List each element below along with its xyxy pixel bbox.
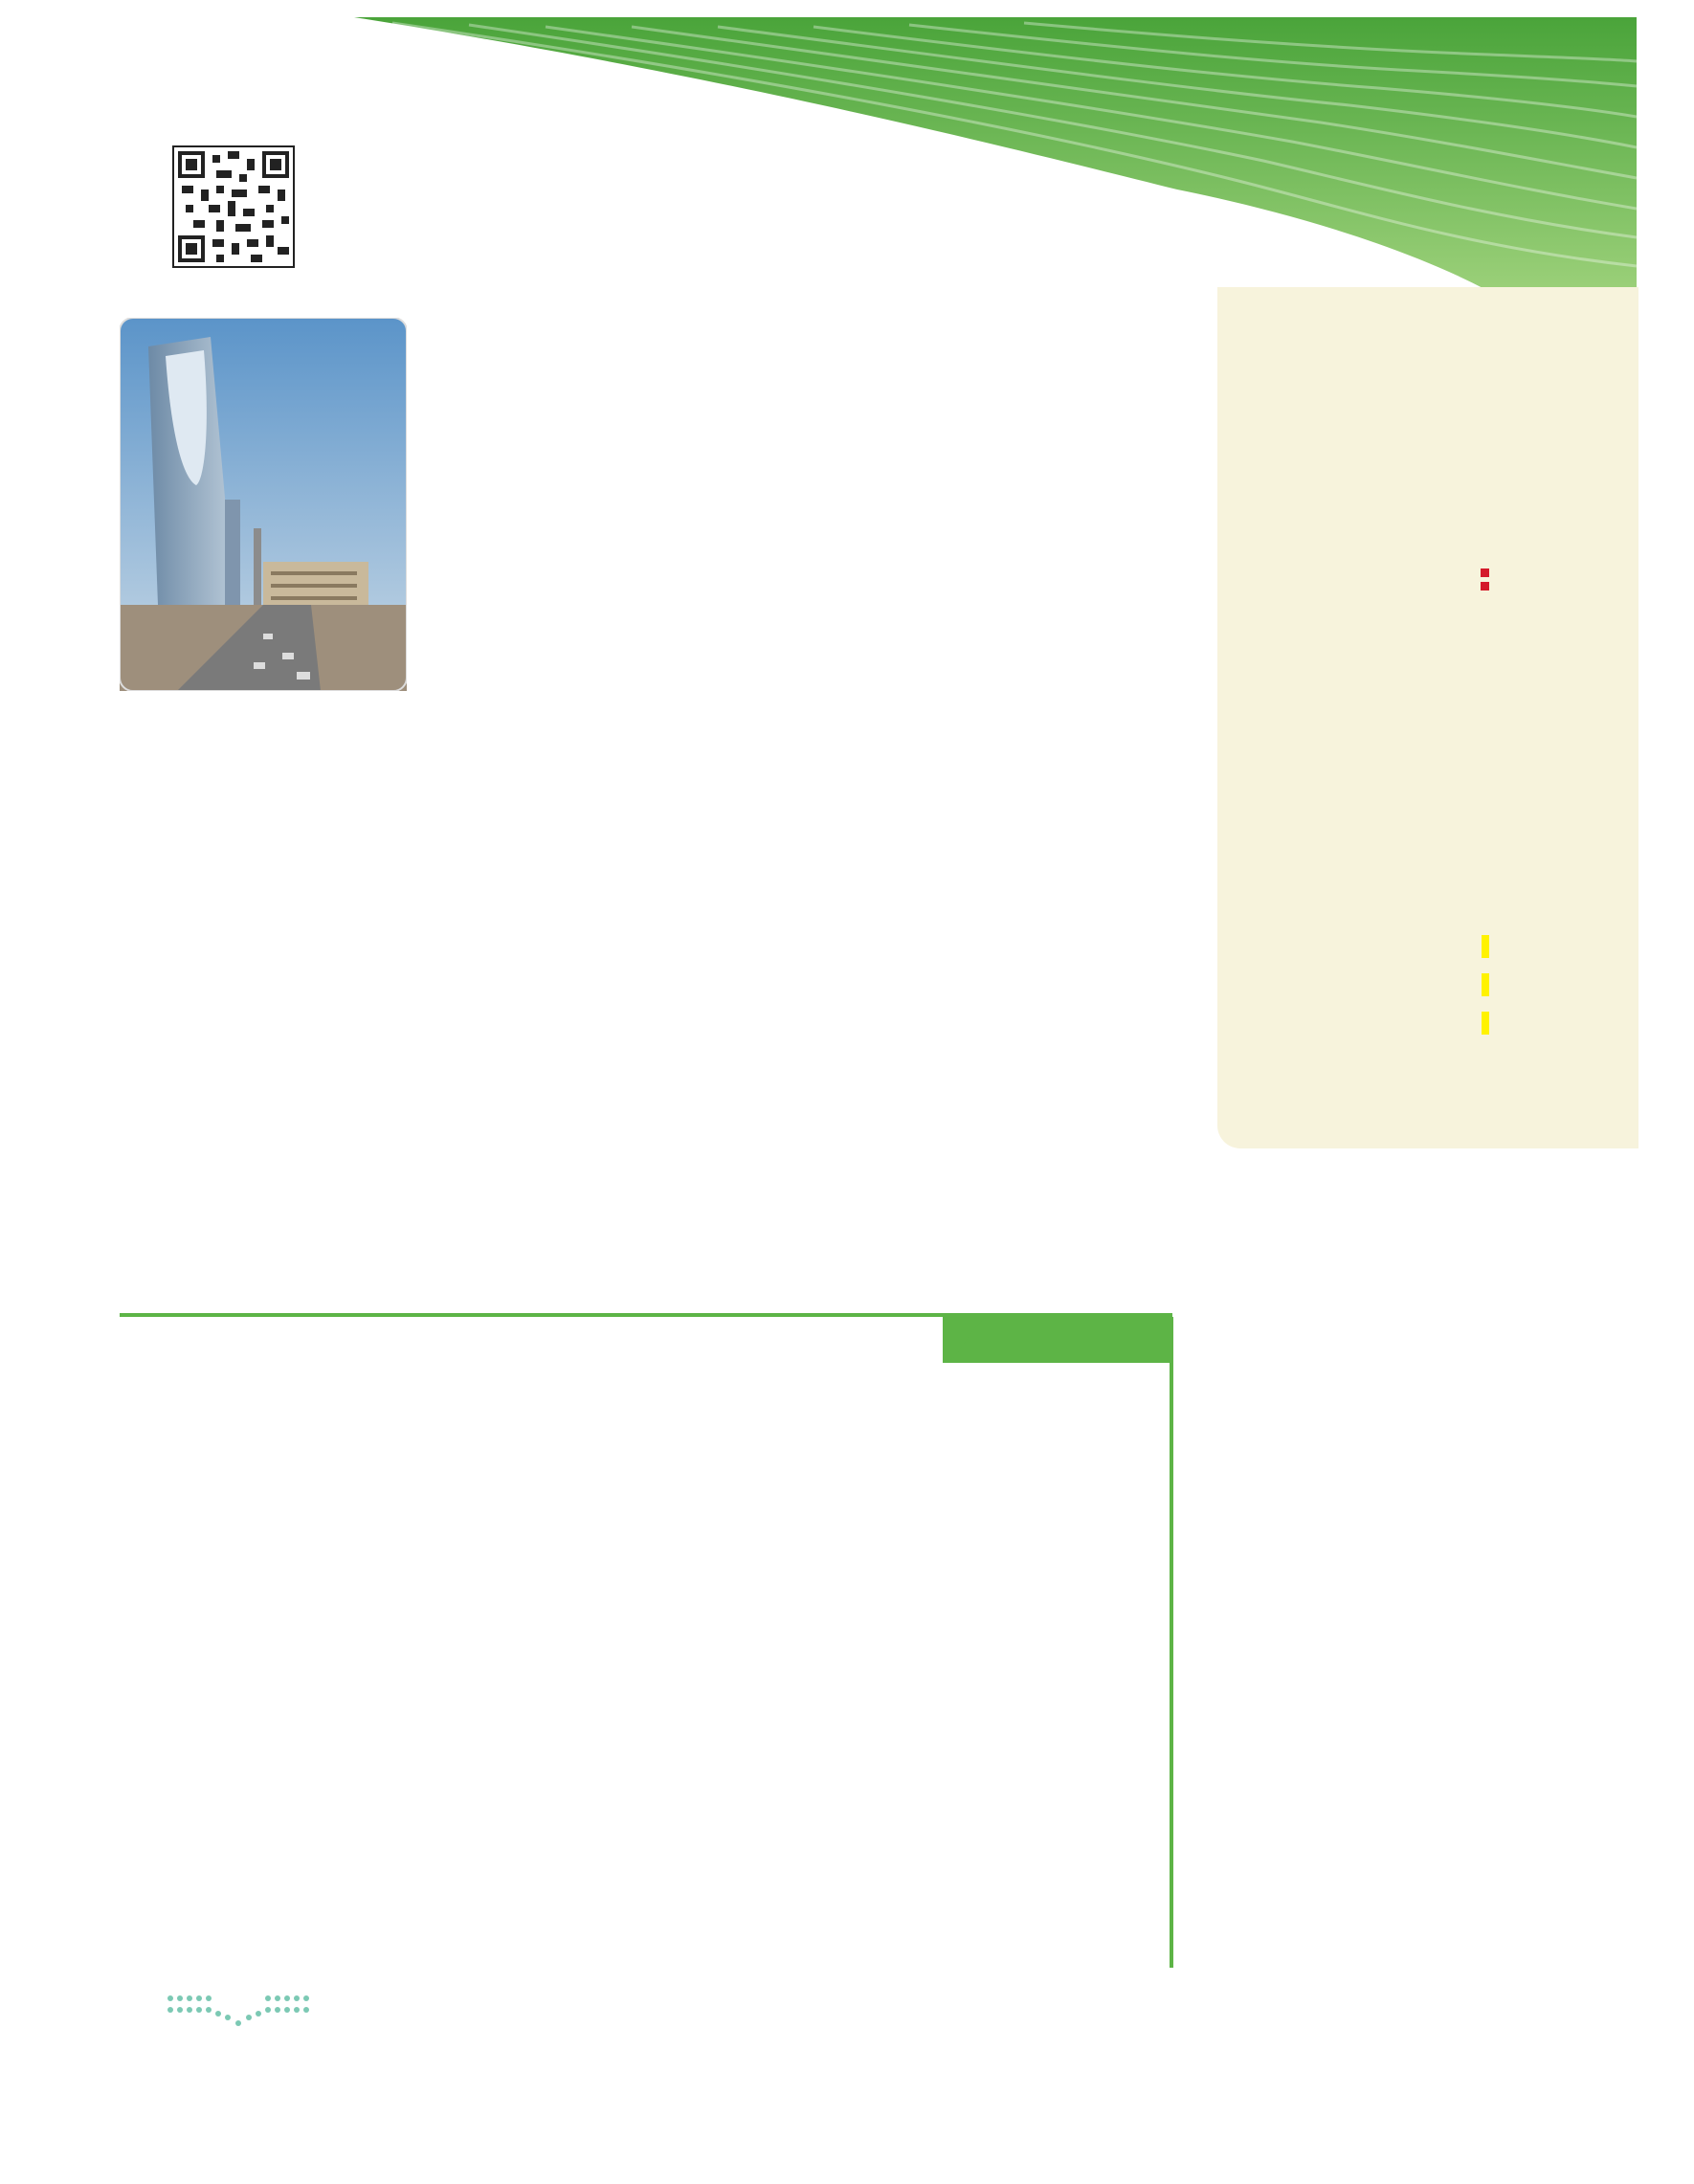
number-lines-example <box>670 1704 1014 1952</box>
example-header <box>120 1313 1172 1363</box>
riyadh-tower-photo <box>120 318 407 691</box>
number-lines-top <box>574 928 957 1177</box>
vocab-term[interactable] <box>1482 935 1489 958</box>
vocab-term[interactable] <box>1482 1012 1489 1035</box>
vocab-list <box>1244 928 1489 1043</box>
qr-code[interactable] <box>172 145 295 268</box>
qr-code-icon <box>174 147 293 266</box>
header-banner <box>316 17 1637 304</box>
now-list <box>1244 555 1489 568</box>
example-border <box>1170 1317 1173 1968</box>
example-tab <box>943 1313 1172 1363</box>
bullet-icon <box>1481 568 1489 577</box>
ministry-logo-icon <box>163 1991 316 2039</box>
footer-lesson <box>268 2060 689 2091</box>
bullet-icon <box>1481 582 1489 591</box>
inequality-pair <box>613 505 1091 546</box>
vocab-term[interactable] <box>1482 973 1489 996</box>
